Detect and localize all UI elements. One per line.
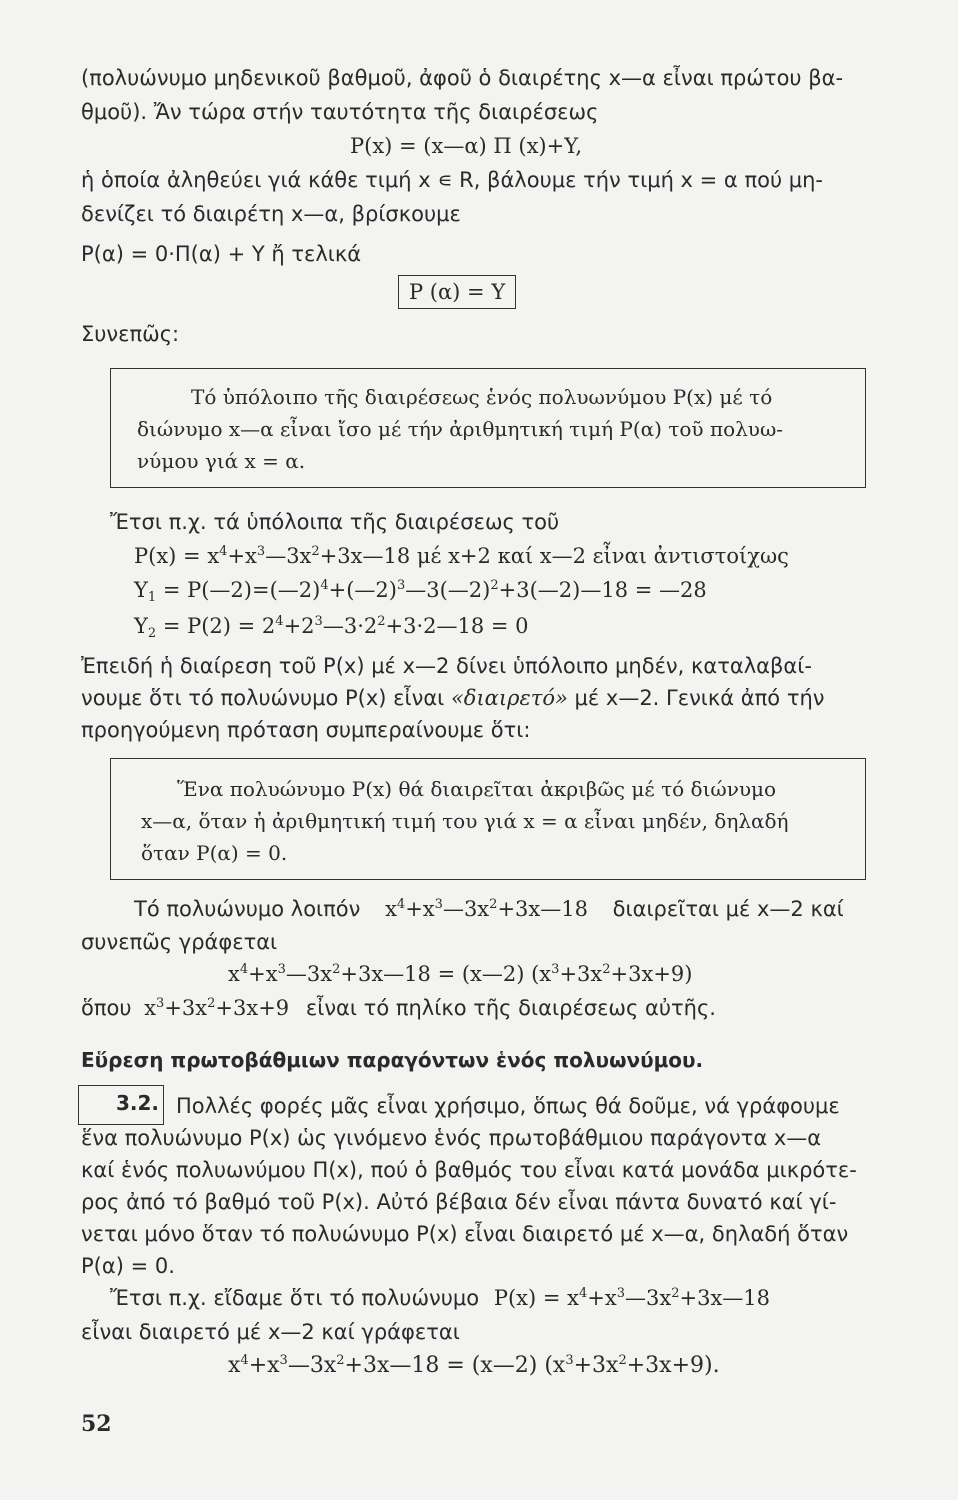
- formula-part: Y: [134, 614, 148, 638]
- text-part: διαιρεῖται μέ x—2 καί: [612, 897, 844, 921]
- text-part: Ἔτσι π.χ. εἴδαμε ὅτι τό πολυώνυμο: [110, 1286, 480, 1310]
- formula-part: = —28: [634, 578, 707, 602]
- theorem-box-remainder: [110, 368, 866, 488]
- formula-part: $P(x) = x^4+x^3—3x^2+3x—18$: [493, 1286, 771, 1310]
- text-line: (πολυώνυμο μηδενικοῦ βαθμοῦ, ἀφοῦ ὁ διαιρέτης x—α εἶναι πρώτου βα-: [81, 66, 844, 90]
- text-line: Πολλές φορές μᾶς εἶναι χρήσιμο, ὅπως θά δοῦμε, νά γράφουμε: [176, 1094, 840, 1118]
- formula-part: Y: [134, 578, 148, 602]
- text-line: ἡ ὁποία ἀληθεύει γιά κάθε τιμή x ∊ R, βάλουμε τήν τιμή x = α πού μη-: [81, 168, 824, 192]
- theorem-line: διώνυμο x—α εἶναι ἴσο μέ τήν ἀριθμητική τιμή P(α) τοῦ πολυω-: [137, 417, 784, 441]
- formula-part: $x^3+3x^2+3x+9$: [144, 996, 290, 1020]
- formula-part: = 0: [490, 614, 529, 638]
- text-line: P(α) = 0.: [81, 1254, 175, 1278]
- formula-identity: P(x) = (x—α) Π (x)+Y,: [350, 134, 583, 158]
- text-line: καί ἑνός πολυωνύμου Π(x), πού ὁ βαθμός του εἶναι κατά μονάδα μικρότε-: [81, 1158, 857, 1182]
- formula-part: P(x) =: [134, 544, 201, 568]
- text-line: συνεπῶς γράφεται: [81, 930, 278, 954]
- text-line: [110, 1284, 770, 1312]
- boxed-result: P (α) = Y: [398, 275, 516, 309]
- text-part: «διαιρετό»: [450, 686, 568, 710]
- text-line: Ἐπειδή ἡ διαίρεση τοῦ P(x) μέ x—2 δίνει ὑπόλοιπο μηδέν, καταλαβαί-: [81, 654, 812, 678]
- formula-part: 1: [147, 590, 157, 605]
- text-line: P(α) = 0·Π(α) + Y ἤ τελικά: [81, 242, 362, 266]
- formula-part: 2: [147, 626, 157, 641]
- text-line: Ἔτσι π.χ. τά ὑπόλοιπα τῆς διαιρέσεως τοῦ: [110, 510, 560, 534]
- formula-part: μέ x+2 καί x—2 εἶναι ἀντιστοίχως: [416, 544, 789, 568]
- text-part: μέ x—2. Γενικά ἀπό τήν: [567, 686, 825, 710]
- theorem-line: νύμου γιά x = α.: [137, 449, 306, 473]
- formula-y1: $Y_1$ = P(—2)=(—2)$^4$+(—2)$^3$—3(—2)$^2$+3(—2)—18 = —28: [134, 578, 707, 605]
- formula-part: $x^4+x^3—3x^2+3x—18$: [385, 897, 588, 921]
- theorem-line: Τό ὑπόλοιπο τῆς διαιρέσεως ἑνός πολυωνύμου P(x) μέ τό: [191, 385, 773, 409]
- formula-part: =: [437, 962, 456, 986]
- text-line: ρος ἀπό τό βαθμό τοῦ P(x). Αὐτό βέβαια δέν εἶναι πάντα δυνατό καί γί-: [81, 1190, 837, 1214]
- theorem-line: ὅταν P(α) = 0.: [141, 841, 288, 865]
- theorem-box-divisibility: [110, 758, 866, 880]
- text-line: δενίζει τό διαιρέτη x—α, βρίσκουμε: [81, 202, 461, 226]
- text-line: Συνεπῶς:: [81, 322, 180, 346]
- theorem-line: x—α, ὅταν ἡ ἀριθμητική τιμή του γιά x = α εἶναι μηδέν, δηλαδή: [141, 809, 789, 833]
- formula-factorization-final: $x^4+x^3—3x^2+3x—18$ = (x—2) $(x^3+3x^2+3x+9)$.: [228, 1353, 720, 1378]
- formula-poly: $P(x) = x^4+x^3—3x^2+3x—18$ μέ x+2 καί x—2 εἶναι ἀντιστοίχως: [134, 544, 789, 568]
- text-part: ὅπου: [81, 996, 132, 1020]
- formula-y2: $Y_2 = P(2)$ = $2^4+2^3—3\cdot 2^2+3\cdot 2—18 = 0$: [134, 614, 529, 641]
- text-line: προηγούμενη πρόταση συμπεραίνουμε ὅτι:: [81, 718, 531, 742]
- section-heading: Εὕρεση πρωτοβάθμιων παραγόντων ἑνός πολυωνύμου.: [81, 1048, 704, 1072]
- text-line: ἕνα πολυώνυμο P(x) ὡς γινόμενο ἑνός πρωτοβάθμιου παράγοντα x—α: [81, 1126, 822, 1150]
- page-number: 52: [81, 1411, 112, 1437]
- theorem-line: Ἕνα πολυώνυμο P(x) θά διαιρεῖται ἀκριβῶς μέ τό διώνυμο: [177, 777, 777, 801]
- text-line: [81, 994, 716, 1022]
- text-part: Τό πολυώνυμο λοιπόν: [134, 897, 361, 921]
- text-line: εἶναι διαιρετό μέ x—2 καί γράφεται: [81, 1320, 460, 1344]
- text-line: θμοῦ). Ἄν τώρα στήν ταυτότητα τῆς διαιρέσεως: [81, 100, 599, 124]
- section-number: 3.2.: [78, 1085, 164, 1125]
- text-line: [81, 684, 825, 712]
- text-line: [134, 895, 844, 923]
- text-line: νεται μόνο ὅταν τό πολυώνυμο P(x) εἶναι διαιρετό μέ x—α, δηλαδή ὅταν: [81, 1222, 849, 1246]
- text-part: εἶναι τό πηλίκο τῆς διαιρέσεως αὐτῆς.: [305, 996, 716, 1020]
- formula-factorization: $x^4+x^3—3x^2+3x—18$ = (x—2) $(x^3+3x^2+3x+9)$: [228, 962, 693, 986]
- text-part: νουμε ὅτι τό πολυώνυμο P(x) εἶναι: [81, 686, 451, 710]
